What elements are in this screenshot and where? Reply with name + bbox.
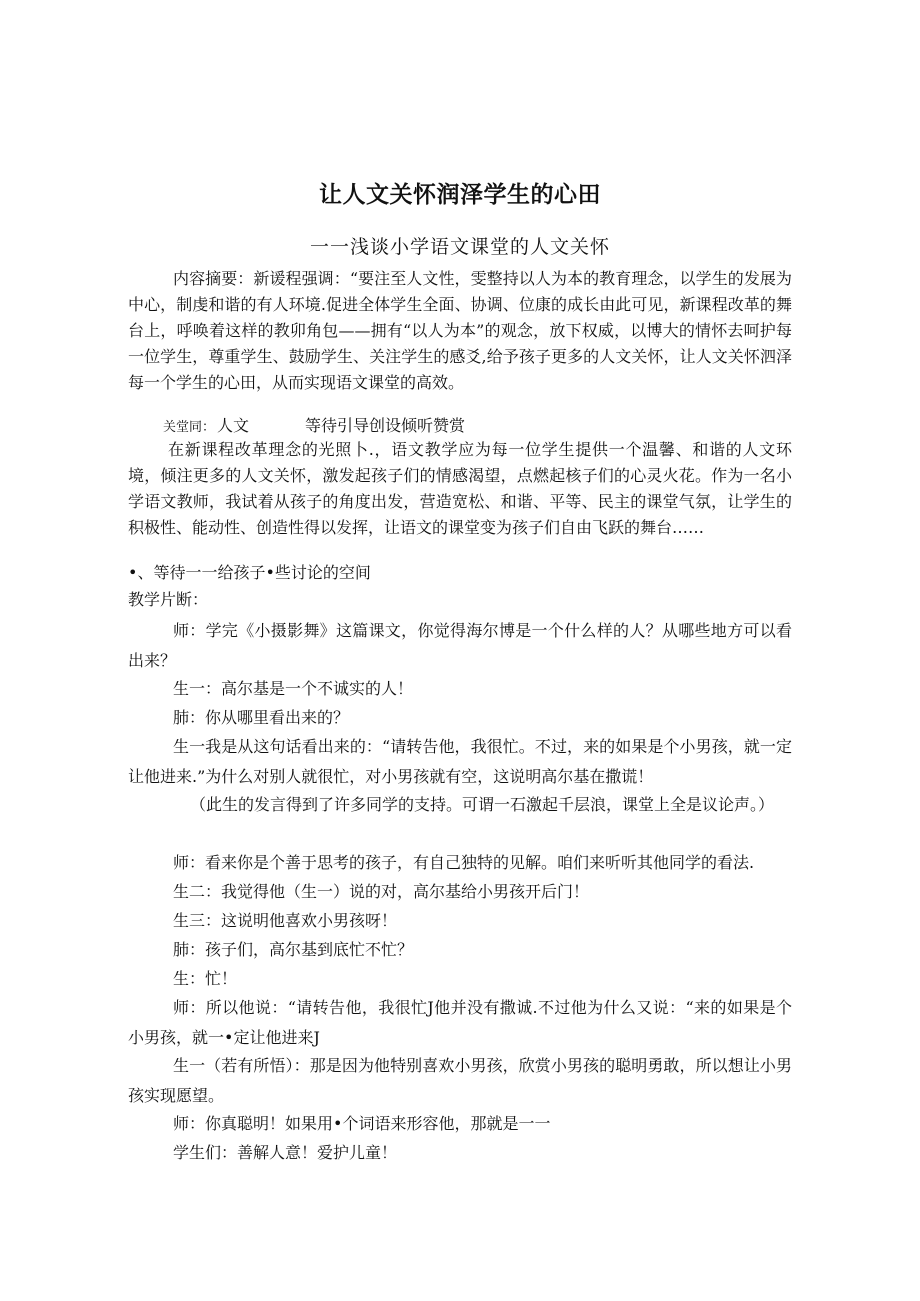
keyword-first: 人文 <box>217 416 250 435</box>
abstract-paragraph: 内容摘要：新谖程强调：“要注至人文性，雯整持以人为本的教育理念，以学生的发展为中心，制虔和谐的有人环境.促进全体学生全面、协调、位康的成长由此可见，新课程改革的舞台上，呼唤着这样的教卯角包——拥有“以人为本”的观念，放下权威，以博大的情怀去呵护每一位学生，尊重学生、鼓励学生、关注学生的感爻,给予孩子更多的人文关怀，让人文关怀泗泽每一个学生的心田，从而实现语文课堂的高效。 <box>128 269 792 392</box>
dialogue-note: （此生的发言得到了许多同学的支持。可谓一石激起千层浪，课堂上全是议论声。） <box>190 795 775 814</box>
teaching-excerpt-label: 教学片断： <box>128 590 209 609</box>
dialogue-line: 师：你真聪明！如果用•个词语来形容他，那就是一一 <box>173 1114 551 1133</box>
dialogue-line: 师：看来你是个善于思考的孩子，有自己独特的见解。咱们来听听其他同学的看法. <box>173 853 755 872</box>
dialogue-line: 肺：孩子们，高尔基到底忙不忙？ <box>173 940 414 959</box>
dialogue-line: 学生们：善解人意！爱护儿童！ <box>173 1143 398 1162</box>
dialogue-line: 生一我是从这句话看出来的：“请转告他，我很忙。不过，来的如果是个小男孩，就一定让他进来.”为什么对别人就很忙，对小男孩就有空，这说明高尔基在撒谎！ <box>128 737 792 786</box>
dialogue-line: 生三：这说明他喜欢小男孩呀！ <box>173 911 398 930</box>
keywords-rest: 等待引导创设倾听赞赏 <box>305 416 466 435</box>
dialogue-line: 师：学完《小摄影舞》这篇课文，你觉得海尔博是一个什么样的人？从哪些地方可以看出来？ <box>128 621 792 670</box>
dialogue-line: 生二：我觉得他（生一）说的对，高尔基给小男孩开后门！ <box>173 882 590 901</box>
dialogue-line: 生：忙！ <box>173 969 238 988</box>
dialogue-line: 生一（若有所悟）：那是因为他特别喜欢小男孩，欣赏小男孩的聪明勇敢，所以想让小男孩实现愿望。 <box>128 1056 792 1105</box>
dialogue-line: 肺：你从哪里看出来的？ <box>173 708 350 727</box>
document-subtitle: 一一浅谈小学语文课堂的人文关怀 <box>309 236 610 258</box>
dialogue-line: 生一：高尔基是一个不诚实的人！ <box>173 679 414 698</box>
section-heading: •、等待一一给孩子•些讨论的空间 <box>128 563 371 582</box>
keywords-label: 关堂同： <box>163 420 216 435</box>
intro-paragraph: 在新课程改革理念的光照卜.，语文教学应为每一位学生提供一个温馨、和谐的人文环境，倾注更多的人文关怀，激发起孩子们的情感渴望，点燃起核子们的心灵火花。作为一名小学语文教师，我试着从孩子的角度出发，营造宽松、和谐、平等、民主的课堂气氛，让学生的积极性、能动性、创造性得以发挥，让语文的课堂变为孩子们自由飞跃的舞台…… <box>128 440 792 537</box>
document-title: 让人文关怀润泽学生的心田 <box>319 182 601 208</box>
dialogue-line: 师：所以他说：“请转告他，我很忙J他并没有撒诚.不过他为什么又说：“来的如果是个小男孩，就一•定让他进来J <box>128 998 792 1047</box>
